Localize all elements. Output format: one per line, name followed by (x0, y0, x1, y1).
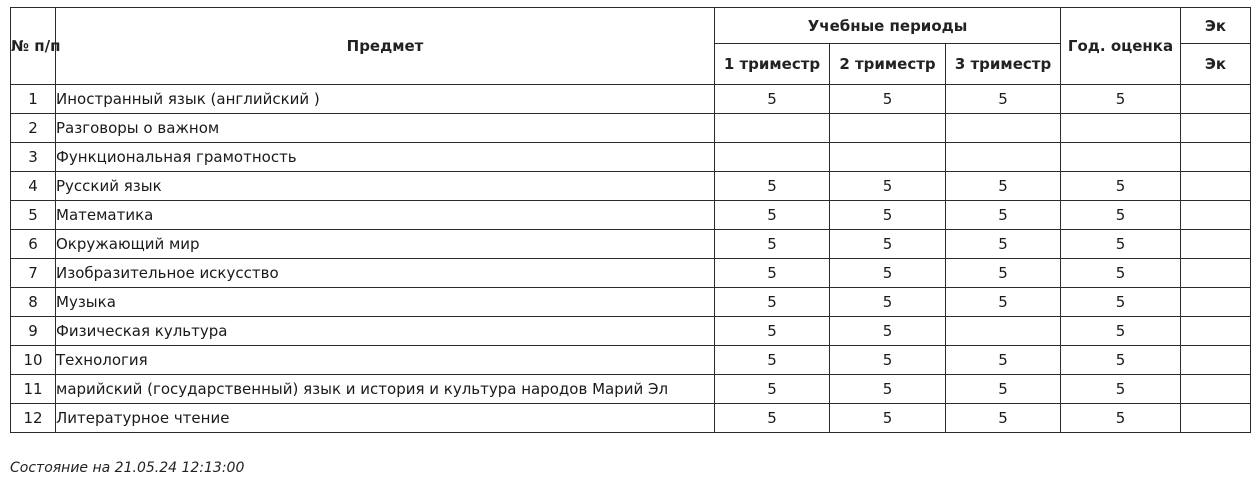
row-number: 1 (11, 85, 56, 114)
exam-cell (1181, 85, 1251, 114)
grade-term-1: 5 (715, 259, 830, 288)
grade-term-2: 5 (830, 259, 946, 288)
status-timestamp: Состояние на 21.05.24 12:13:00 (10, 460, 245, 476)
header-row-top (11, 8, 1251, 44)
grade-term-1: 5 (715, 404, 830, 433)
grade-year: 5 (1061, 404, 1181, 433)
grade-term-3 (946, 143, 1061, 172)
grade-term-1: 5 (715, 85, 830, 114)
grade-term-1: 5 (715, 375, 830, 404)
table-row (11, 259, 1251, 288)
exam-cell (1181, 201, 1251, 230)
header-number: № п/п (11, 8, 56, 85)
table-row (11, 230, 1251, 259)
subject-name: Физическая культура (56, 317, 715, 346)
grade-term-2: 5 (830, 230, 946, 259)
subject-name: Русский язык (56, 172, 715, 201)
subject-name: Литературное чтение (56, 404, 715, 433)
row-number: 8 (11, 288, 56, 317)
subject-name: Технология (56, 346, 715, 375)
row-number: 11 (11, 375, 56, 404)
row-number: 10 (11, 346, 56, 375)
grade-year: 5 (1061, 375, 1181, 404)
subject-name: Иностранный язык (английский ) (56, 85, 715, 114)
grade-term-3: 5 (946, 230, 1061, 259)
header-exam: Эк (1181, 44, 1251, 85)
subject-name: Разговоры о важном (56, 114, 715, 143)
subject-name: Окружающий мир (56, 230, 715, 259)
exam-cell (1181, 230, 1251, 259)
grade-term-3: 5 (946, 259, 1061, 288)
row-number: 12 (11, 404, 56, 433)
subject-name: марийский (государственный) язык и история и культура народов Марий Эл (56, 375, 715, 404)
grade-term-3 (946, 114, 1061, 143)
row-number: 9 (11, 317, 56, 346)
grade-term-3: 5 (946, 201, 1061, 230)
row-number: 7 (11, 259, 56, 288)
grade-term-1: 5 (715, 317, 830, 346)
grade-term-2 (830, 114, 946, 143)
grade-term-1: 5 (715, 230, 830, 259)
grade-term-2 (830, 143, 946, 172)
table-row (11, 317, 1251, 346)
row-number: 2 (11, 114, 56, 143)
grades-table (10, 7, 1251, 433)
exam-cell (1181, 404, 1251, 433)
grade-term-1: 5 (715, 172, 830, 201)
grade-term-2: 5 (830, 346, 946, 375)
exam-cell (1181, 172, 1251, 201)
exam-cell (1181, 114, 1251, 143)
grade-term-3: 5 (946, 375, 1061, 404)
exam-cell (1181, 259, 1251, 288)
header-subject: Предмет (56, 8, 715, 85)
table-row (11, 375, 1251, 404)
grade-term-1: 5 (715, 288, 830, 317)
row-number: 5 (11, 201, 56, 230)
exam-cell (1181, 143, 1251, 172)
grade-year: 5 (1061, 346, 1181, 375)
header-exam-group: Эк (1181, 8, 1251, 44)
grade-term-2: 5 (830, 172, 946, 201)
grade-term-3 (946, 317, 1061, 346)
table-row (11, 201, 1251, 230)
grade-term-1: 5 (715, 346, 830, 375)
table-row (11, 85, 1251, 114)
grade-term-2: 5 (830, 201, 946, 230)
header-periods-group: Учебные периоды (715, 8, 1061, 44)
exam-cell (1181, 375, 1251, 404)
header-period-2: 2 триместр (830, 44, 946, 85)
grades-body (11, 85, 1251, 433)
grade-term-3: 5 (946, 172, 1061, 201)
grade-term-2: 5 (830, 404, 946, 433)
grade-year: 5 (1061, 259, 1181, 288)
grade-year (1061, 114, 1181, 143)
table-row (11, 114, 1251, 143)
row-number: 4 (11, 172, 56, 201)
row-number: 3 (11, 143, 56, 172)
grade-term-3: 5 (946, 346, 1061, 375)
grade-term-2: 5 (830, 85, 946, 114)
header-period-1: 1 триместр (715, 44, 830, 85)
subject-name: Функциональная грамотность (56, 143, 715, 172)
grade-term-1 (715, 114, 830, 143)
header-period-3: 3 триместр (946, 44, 1061, 85)
subject-name: Математика (56, 201, 715, 230)
grade-term-2: 5 (830, 288, 946, 317)
grade-term-3: 5 (946, 404, 1061, 433)
grade-term-3: 5 (946, 85, 1061, 114)
subject-name: Музыка (56, 288, 715, 317)
grade-term-3: 5 (946, 288, 1061, 317)
exam-cell (1181, 317, 1251, 346)
grade-term-1: 5 (715, 201, 830, 230)
table-row (11, 404, 1251, 433)
grade-year: 5 (1061, 201, 1181, 230)
header-year-grade: Год. оценка (1061, 8, 1181, 85)
grade-year: 5 (1061, 317, 1181, 346)
grade-year: 5 (1061, 288, 1181, 317)
subject-name: Изобразительное искусство (56, 259, 715, 288)
table-row (11, 172, 1251, 201)
grade-term-1 (715, 143, 830, 172)
grade-year (1061, 143, 1181, 172)
grade-term-2: 5 (830, 375, 946, 404)
table-row (11, 288, 1251, 317)
grade-year: 5 (1061, 85, 1181, 114)
grade-year: 5 (1061, 230, 1181, 259)
row-number: 6 (11, 230, 56, 259)
grade-year: 5 (1061, 172, 1181, 201)
grade-term-2: 5 (830, 317, 946, 346)
table-row (11, 346, 1251, 375)
exam-cell (1181, 288, 1251, 317)
table-row (11, 143, 1251, 172)
exam-cell (1181, 346, 1251, 375)
